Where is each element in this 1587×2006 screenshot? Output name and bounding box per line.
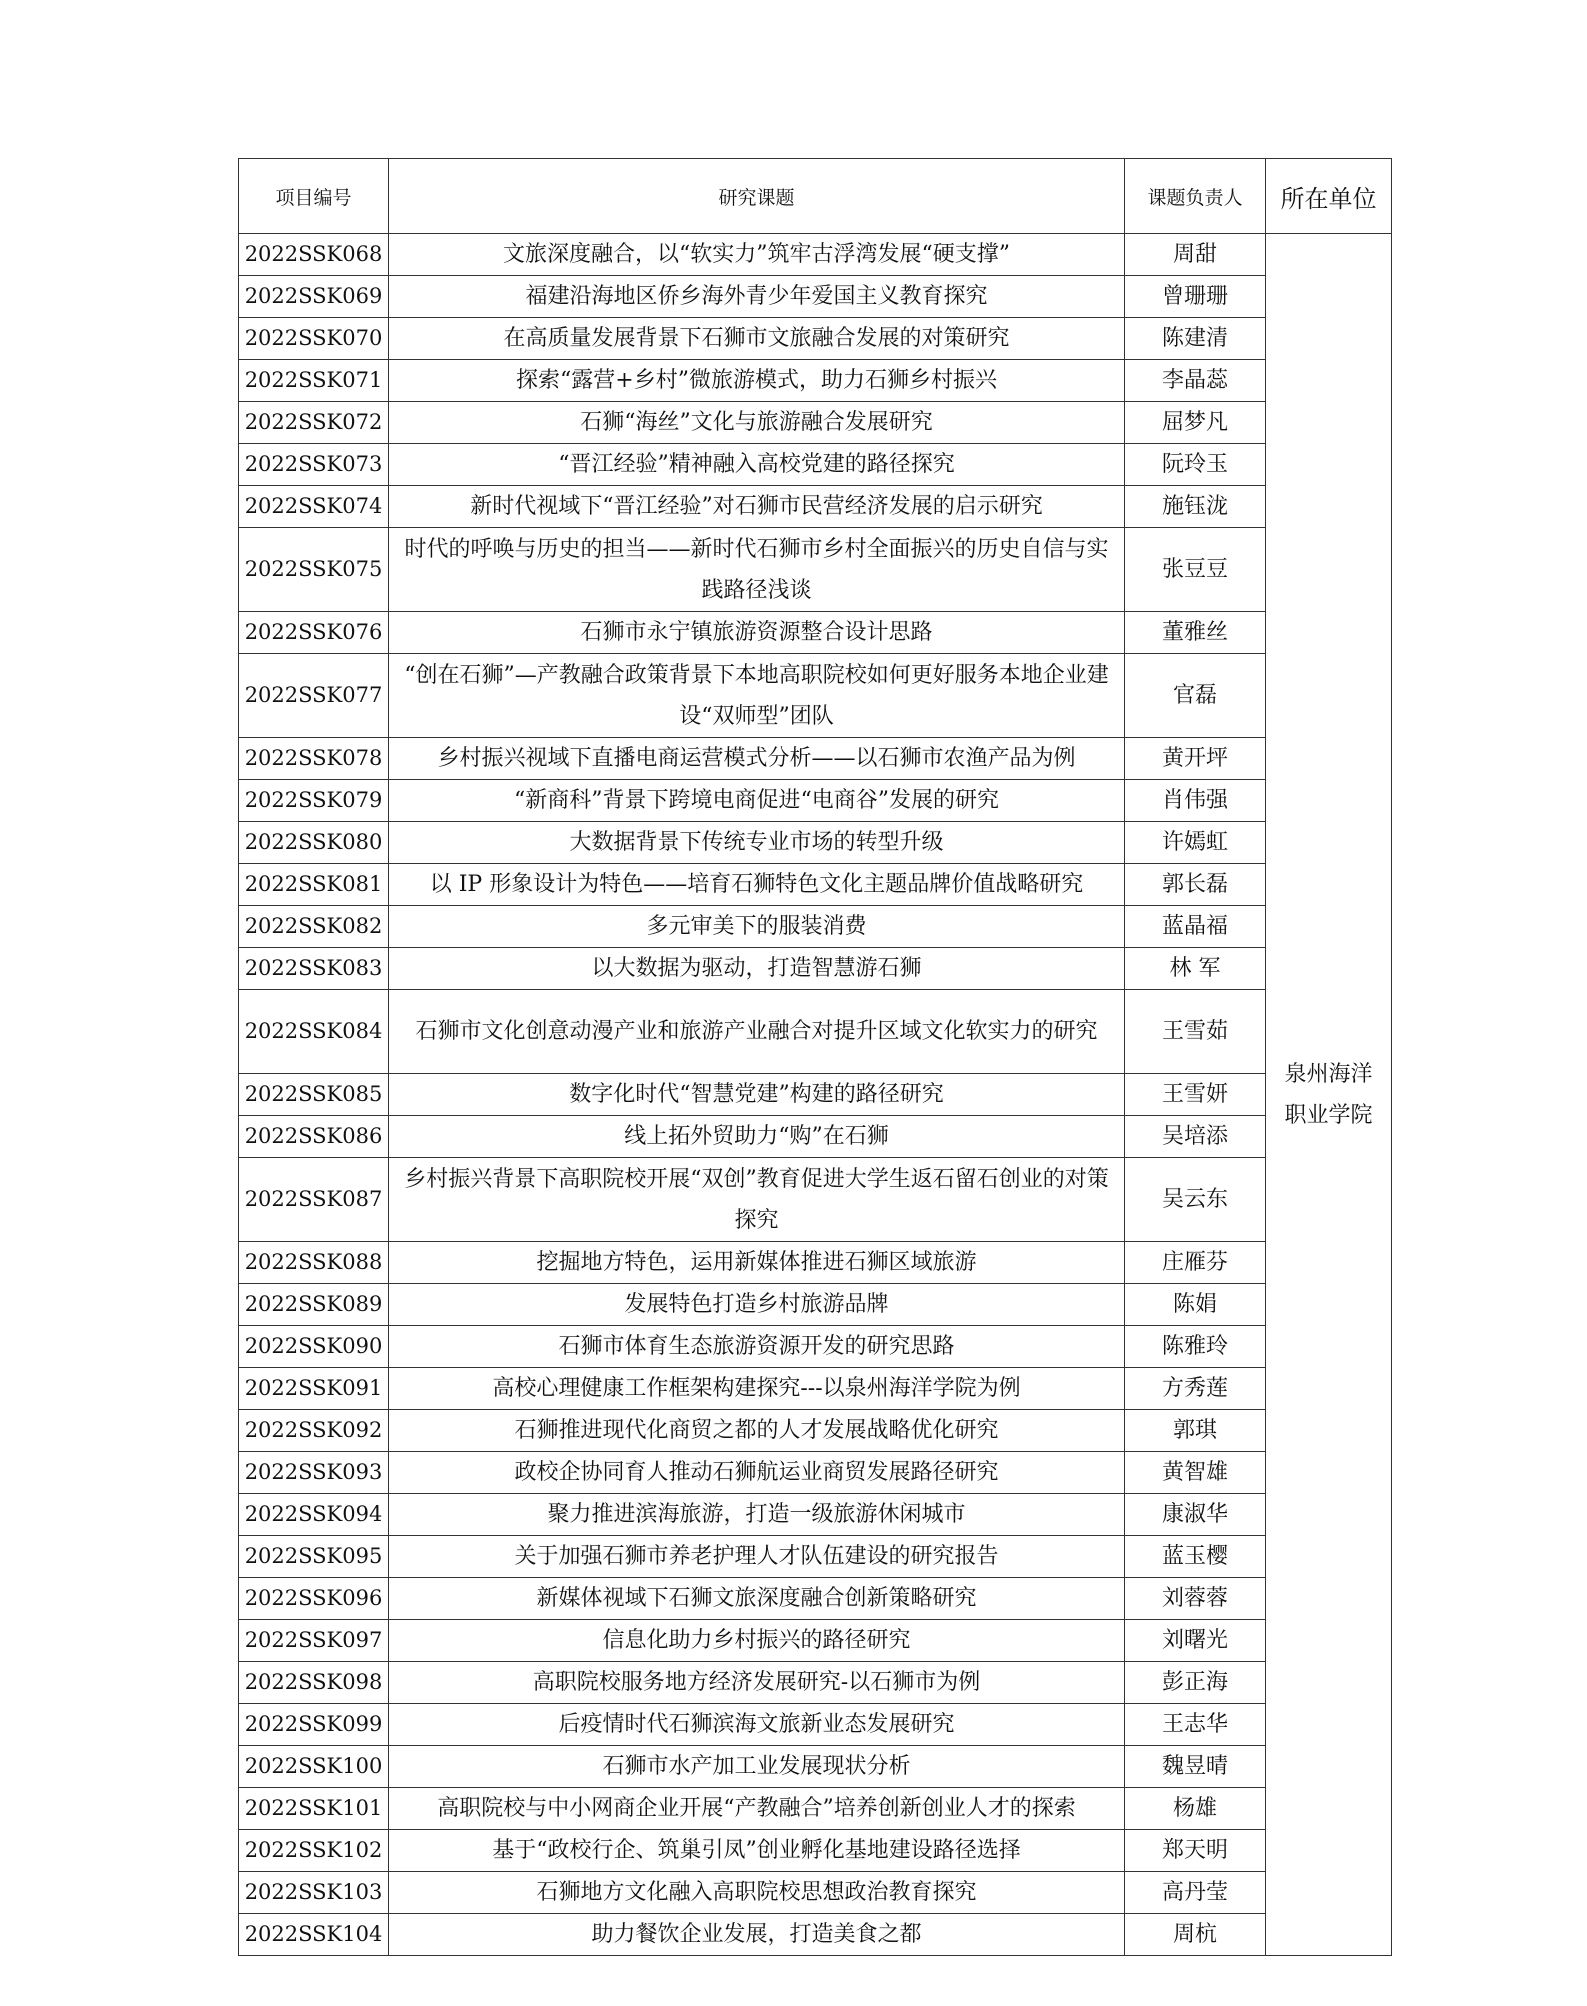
research-title-cell: 大数据背景下传统专业市场的转型升级: [389, 822, 1125, 864]
research-title-cell: 乡村振兴视域下直播电商运营模式分析——以石狮市农渔产品为例: [389, 738, 1125, 780]
table-row: [239, 234, 1392, 276]
leader-cell: 张豆豆: [1125, 528, 1266, 612]
research-title-cell: 数字化时代“智慧党建”构建的路径研究: [389, 1074, 1125, 1116]
research-title-cell: 多元审美下的服装消费: [389, 906, 1125, 948]
project-code-cell: 2022SSK093: [239, 1452, 389, 1494]
leader-cell: 官磊: [1125, 654, 1266, 738]
research-title-cell: 在高质量发展背景下石狮市文旅融合发展的对策研究: [389, 318, 1125, 360]
leader-cell: 黄智雄: [1125, 1452, 1266, 1494]
research-title-cell: “晋江经验”精神融入高校党建的路径探究: [389, 444, 1125, 486]
leader-cell: 康淑华: [1125, 1494, 1266, 1536]
leader-cell: 许嫣虹: [1125, 822, 1266, 864]
leader-cell: 彭正海: [1125, 1662, 1266, 1704]
leader-cell: 阮玲玉: [1125, 444, 1266, 486]
project-code-cell: 2022SSK084: [239, 990, 389, 1074]
table-row: [239, 906, 1392, 948]
research-title-cell: 以 IP 形象设计为特色——培育石狮特色文化主题品牌价值战略研究: [389, 864, 1125, 906]
header-leader: 课题负责人: [1125, 159, 1266, 234]
header-title: 研究课题: [389, 159, 1125, 234]
project-code-cell: 2022SSK087: [239, 1158, 389, 1242]
research-title-cell: 石狮市体育生态旅游资源开发的研究思路: [389, 1326, 1125, 1368]
research-title-cell: 石狮地方文化融入高职院校思想政治教育探究: [389, 1872, 1125, 1914]
project-code-cell: 2022SSK086: [239, 1116, 389, 1158]
project-code-cell: 2022SSK078: [239, 738, 389, 780]
table-row: [239, 864, 1392, 906]
project-code-cell: 2022SSK074: [239, 486, 389, 528]
table-row: [239, 1326, 1392, 1368]
table-row: [239, 822, 1392, 864]
leader-cell: 王志华: [1125, 1704, 1266, 1746]
leader-cell: 方秀莲: [1125, 1368, 1266, 1410]
research-title-cell: 关于加强石狮市养老护理人才队伍建设的研究报告: [389, 1536, 1125, 1578]
project-code-cell: 2022SSK083: [239, 948, 389, 990]
leader-cell: 李晶蕊: [1125, 360, 1266, 402]
project-table: [238, 158, 1392, 1956]
header-code: 项目编号: [239, 159, 389, 234]
research-title-cell: 时代的呼唤与历史的担当——新时代石狮市乡村全面振兴的历史自信与实践路径浅谈: [389, 528, 1125, 612]
project-code-cell: 2022SSK099: [239, 1704, 389, 1746]
leader-cell: 周杭: [1125, 1914, 1266, 1956]
leader-cell: 林 军: [1125, 948, 1266, 990]
leader-cell: 陈娟: [1125, 1284, 1266, 1326]
project-code-cell: 2022SSK091: [239, 1368, 389, 1410]
research-title-cell: 发展特色打造乡村旅游品牌: [389, 1284, 1125, 1326]
table-row: [239, 948, 1392, 990]
leader-cell: 郭长磊: [1125, 864, 1266, 906]
table-row: [239, 1746, 1392, 1788]
project-code-cell: 2022SSK090: [239, 1326, 389, 1368]
research-title-cell: 助力餐饮企业发展，打造美食之都: [389, 1914, 1125, 1956]
research-title-cell: 高校心理健康工作框架构建探究---以泉州海洋学院为例: [389, 1368, 1125, 1410]
leader-cell: 吴云东: [1125, 1158, 1266, 1242]
header-unit: 所在单位: [1266, 159, 1392, 234]
table-row: [239, 528, 1392, 612]
leader-cell: 陈建清: [1125, 318, 1266, 360]
research-title-cell: 石狮市文化创意动漫产业和旅游产业融合对提升区域文化软实力的研究: [389, 990, 1125, 1074]
table-row: [239, 1452, 1392, 1494]
leader-cell: 刘曙光: [1125, 1620, 1266, 1662]
table-row: [239, 1158, 1392, 1242]
research-title-cell: 探索“露营+乡村”微旅游模式，助力石狮乡村振兴: [389, 360, 1125, 402]
project-code-cell: 2022SSK071: [239, 360, 389, 402]
table-row: [239, 738, 1392, 780]
leader-cell: 吴培添: [1125, 1116, 1266, 1158]
table-row: [239, 1410, 1392, 1452]
research-title-cell: 石狮市水产加工业发展现状分析: [389, 1746, 1125, 1788]
research-title-cell: “创在石狮”—产教融合政策背景下本地高职院校如何更好服务本地企业建设“双师型”团队: [389, 654, 1125, 738]
project-code-cell: 2022SSK073: [239, 444, 389, 486]
table-row: [239, 276, 1392, 318]
project-code-cell: 2022SSK097: [239, 1620, 389, 1662]
leader-cell: 魏昱晴: [1125, 1746, 1266, 1788]
leader-cell: 庄雁芬: [1125, 1242, 1266, 1284]
project-code-cell: 2022SSK089: [239, 1284, 389, 1326]
table-row: [239, 360, 1392, 402]
unit-cell: 泉州海洋职业学院: [1266, 234, 1392, 1956]
research-title-cell: “新商科”背景下跨境电商促进“电商谷”发展的研究: [389, 780, 1125, 822]
table-row: [239, 1620, 1392, 1662]
research-title-cell: 信息化助力乡村振兴的路径研究: [389, 1620, 1125, 1662]
table-row: [239, 1536, 1392, 1578]
research-title-cell: 福建沿海地区侨乡海外青少年爱国主义教育探究: [389, 276, 1125, 318]
table-row: [239, 444, 1392, 486]
research-title-cell: 政校企协同育人推动石狮航运业商贸发展路径研究: [389, 1452, 1125, 1494]
project-code-cell: 2022SSK077: [239, 654, 389, 738]
project-code-cell: 2022SSK094: [239, 1494, 389, 1536]
leader-cell: 黄开坪: [1125, 738, 1266, 780]
project-code-cell: 2022SSK092: [239, 1410, 389, 1452]
project-code-cell: 2022SSK100: [239, 1746, 389, 1788]
research-title-cell: 后疫情时代石狮滨海文旅新业态发展研究: [389, 1704, 1125, 1746]
project-code-cell: 2022SSK068: [239, 234, 389, 276]
research-title-cell: 聚力推进滨海旅游，打造一级旅游休闲城市: [389, 1494, 1125, 1536]
research-title-cell: 新时代视域下“晋江经验”对石狮市民营经济发展的启示研究: [389, 486, 1125, 528]
table-row: [239, 1872, 1392, 1914]
leader-cell: 蓝玉樱: [1125, 1536, 1266, 1578]
table-row: [239, 1830, 1392, 1872]
leader-cell: 曾珊珊: [1125, 276, 1266, 318]
leader-cell: 郭琪: [1125, 1410, 1266, 1452]
project-code-cell: 2022SSK080: [239, 822, 389, 864]
project-code-cell: 2022SSK076: [239, 612, 389, 654]
table-row: [239, 1914, 1392, 1956]
table-row: [239, 1788, 1392, 1830]
project-code-cell: 2022SSK075: [239, 528, 389, 612]
table-row: [239, 318, 1392, 360]
research-title-cell: 挖掘地方特色，运用新媒体推进石狮区域旅游: [389, 1242, 1125, 1284]
table-row: [239, 1662, 1392, 1704]
table-row: [239, 1368, 1392, 1410]
header-row: [239, 159, 1392, 234]
project-code-cell: 2022SSK103: [239, 1872, 389, 1914]
project-code-cell: 2022SSK098: [239, 1662, 389, 1704]
project-code-cell: 2022SSK088: [239, 1242, 389, 1284]
leader-cell: 王雪茹: [1125, 990, 1266, 1074]
leader-cell: 郑天明: [1125, 1830, 1266, 1872]
project-code-cell: 2022SSK104: [239, 1914, 389, 1956]
table-row: [239, 1284, 1392, 1326]
research-title-cell: 以大数据为驱动，打造智慧游石狮: [389, 948, 1125, 990]
project-code-cell: 2022SSK079: [239, 780, 389, 822]
table-row: [239, 612, 1392, 654]
leader-cell: 杨雄: [1125, 1788, 1266, 1830]
research-title-cell: 新媒体视域下石狮文旅深度融合创新策略研究: [389, 1578, 1125, 1620]
research-title-cell: 乡村振兴背景下高职院校开展“双创”教育促进大学生返石留石创业的对策探究: [389, 1158, 1125, 1242]
table-row: [239, 1116, 1392, 1158]
table-row: [239, 402, 1392, 444]
research-title-cell: 石狮推进现代化商贸之都的人才发展战略优化研究: [389, 1410, 1125, 1452]
table-row: [239, 1242, 1392, 1284]
leader-cell: 董雅丝: [1125, 612, 1266, 654]
table-row: [239, 780, 1392, 822]
research-title-cell: 高职院校服务地方经济发展研究-以石狮市为例: [389, 1662, 1125, 1704]
project-code-cell: 2022SSK095: [239, 1536, 389, 1578]
research-title-cell: 石狮“海丝”文化与旅游融合发展研究: [389, 402, 1125, 444]
project-code-cell: 2022SSK069: [239, 276, 389, 318]
leader-cell: 王雪妍: [1125, 1074, 1266, 1116]
table-row: [239, 1578, 1392, 1620]
research-title-cell: 高职院校与中小网商企业开展“产教融合”培养创新创业人才的探索: [389, 1788, 1125, 1830]
leader-cell: 陈雅玲: [1125, 1326, 1266, 1368]
research-title-cell: 线上拓外贸助力“购”在石狮: [389, 1116, 1125, 1158]
project-code-cell: 2022SSK070: [239, 318, 389, 360]
project-code-cell: 2022SSK102: [239, 1830, 389, 1872]
table-body: [239, 234, 1392, 1956]
project-code-cell: 2022SSK082: [239, 906, 389, 948]
project-code-cell: 2022SSK085: [239, 1074, 389, 1116]
table-row: [239, 1074, 1392, 1116]
leader-cell: 施钰泷: [1125, 486, 1266, 528]
research-title-cell: 基于“政校行企、筑巢引凤”创业孵化基地建设路径选择: [389, 1830, 1125, 1872]
research-title-cell: 石狮市永宁镇旅游资源整合设计思路: [389, 612, 1125, 654]
leader-cell: 刘蓉蓉: [1125, 1578, 1266, 1620]
table-row: [239, 1704, 1392, 1746]
table-row: [239, 990, 1392, 1074]
project-code-cell: 2022SSK096: [239, 1578, 389, 1620]
table-row: [239, 1494, 1392, 1536]
leader-cell: 蓝晶福: [1125, 906, 1266, 948]
project-code-cell: 2022SSK081: [239, 864, 389, 906]
table-row: [239, 654, 1392, 738]
project-code-cell: 2022SSK072: [239, 402, 389, 444]
leader-cell: 周甜: [1125, 234, 1266, 276]
table-row: [239, 486, 1392, 528]
leader-cell: 屈梦凡: [1125, 402, 1266, 444]
leader-cell: 肖伟强: [1125, 780, 1266, 822]
project-code-cell: 2022SSK101: [239, 1788, 389, 1830]
research-title-cell: 文旅深度融合，以“软实力”筑牢古浮湾发展“硬支撑”: [389, 234, 1125, 276]
leader-cell: 高丹莹: [1125, 1872, 1266, 1914]
